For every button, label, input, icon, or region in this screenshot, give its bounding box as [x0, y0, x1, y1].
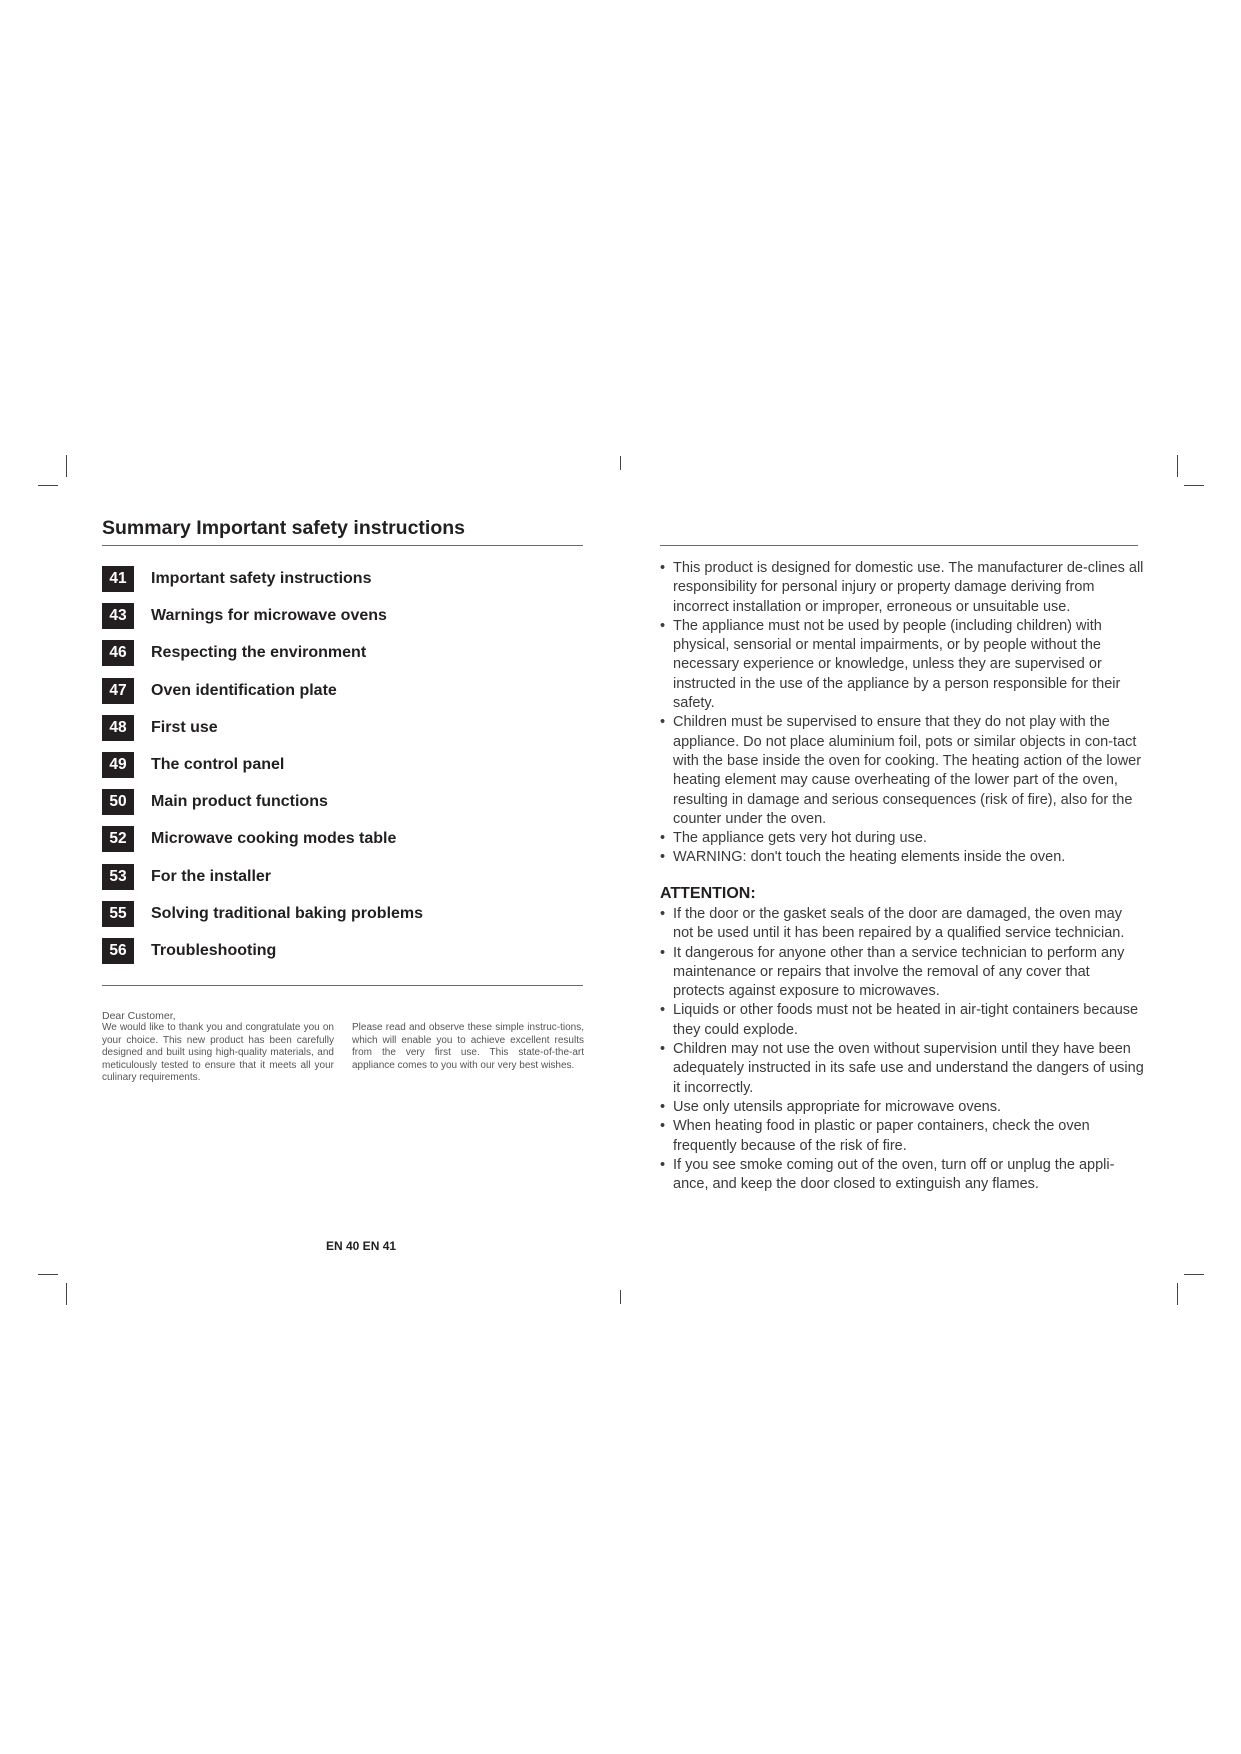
title-divider — [102, 545, 583, 546]
toc-label: Solving traditional baking problems — [151, 904, 424, 922]
bullet-icon: • — [660, 849, 666, 866]
bullet-icon: • — [660, 830, 666, 847]
list-item-text: Liquids or other foods must not be heated in air-tight containers because they could explode. — [673, 1002, 1139, 1038]
toc-item[interactable] — [102, 826, 423, 863]
top-divider — [660, 545, 1138, 546]
toc-label: The control panel — [151, 755, 285, 773]
crop-mark — [66, 455, 67, 477]
attention-list — [660, 905, 1145, 1194]
list-item — [660, 1117, 1145, 1156]
page-numbers: EN 40 EN 41 — [326, 1239, 397, 1253]
bullet-icon: • — [660, 906, 666, 922]
list-item — [660, 559, 1145, 617]
crop-mark — [1177, 455, 1178, 477]
list-item-text: It dangerous for anyone other than a service technician to perform any maintenance or repairs that involve the removal of any cover that protects against exposure to microwaves. — [673, 944, 1125, 1000]
toc-page-badge: 47 — [102, 678, 134, 704]
list-item — [660, 1156, 1145, 1195]
toc-label: Microwave cooking modes table — [151, 830, 397, 848]
attention-heading: ATTENTION: — [660, 885, 756, 902]
list-item — [660, 1001, 1145, 1040]
toc-label: Warnings for microwave ovens — [151, 607, 387, 625]
center-crop-mark — [620, 1290, 621, 1304]
toc-item[interactable] — [102, 603, 423, 640]
crop-mark — [1184, 1274, 1204, 1275]
list-item-text: Children must be supervised to ensure that they do not play with the appliance. Do not place aluminium foil, pots or similar objects in con-tact with the base inside the oven for cooking. The heating action of the lower heating element may cause overheating of the lower part of the oven, resulting in damage and serious consequences (risk of fire), also for the counter under the oven. — [673, 714, 1142, 827]
intro-paragraph: We would like to thank you and congratulate you on your choice. This new product has been carefully designed and built using high-quality materials, and meticulously tested to ensure that it meets all your culinary requirements. — [102, 1022, 334, 1084]
toc-item[interactable] — [102, 938, 423, 975]
toc-item[interactable] — [102, 715, 423, 752]
page-title: Summary Important safety instructions — [102, 517, 465, 539]
toc-label: First use — [151, 718, 218, 736]
toc-label: For the installer — [151, 867, 272, 885]
toc-page-badge: 50 — [102, 789, 134, 815]
crop-mark — [38, 485, 58, 486]
bullet-icon: • — [660, 1118, 666, 1135]
toc-page-badge: 56 — [102, 938, 134, 964]
toc-item[interactable] — [102, 752, 423, 789]
list-item-text: The appliance gets very hot during use. — [673, 830, 927, 847]
list-item-text: Children may not use the oven without supervision until they have been adequately instructed in its safe use and understand the dangers of using it incorrectly. — [673, 1041, 1144, 1096]
bullet-icon: • — [660, 1156, 666, 1173]
toc-page-badge: 43 — [102, 603, 134, 629]
bullet-icon: • — [660, 560, 666, 576]
section-divider — [102, 985, 583, 986]
toc-page-badge: 53 — [102, 864, 134, 890]
list-item — [660, 617, 1145, 713]
crop-mark — [1184, 485, 1204, 486]
toc-item[interactable] — [102, 678, 423, 715]
list-item — [660, 848, 1145, 867]
toc-label: Respecting the environment — [151, 644, 367, 662]
table-of-contents — [102, 566, 423, 975]
toc-item[interactable] — [102, 566, 423, 603]
toc-item[interactable] — [102, 901, 423, 938]
toc-item[interactable] — [102, 789, 423, 826]
list-item — [660, 905, 1145, 944]
intro-paragraph: Please read and observe these simple instruc-tions, which will enable you to achieve excellent results from the very first use. This state-of-the-art appliance comes to you with our very best wishes. — [352, 1022, 584, 1071]
toc-page-badge: 46 — [102, 640, 134, 666]
list-item — [660, 1040, 1145, 1098]
toc-page-badge: 49 — [102, 752, 134, 778]
list-item — [660, 944, 1145, 1002]
bullet-icon: • — [660, 714, 666, 731]
list-item-text: This product is designed for domestic use. The manufacturer de-clines all responsibility for personal injury or property damage deriving from incorrect installation or improper, erroneous or unsuitable use. — [673, 560, 1144, 615]
list-item-text: If the door or the gasket seals of the door are damaged, the oven may not be used until it has been repaired by a qualified service technician. — [673, 906, 1125, 942]
crop-mark — [1177, 1283, 1178, 1305]
list-item — [660, 829, 1145, 848]
toc-page-badge: 48 — [102, 715, 134, 741]
list-item-text: When heating food in plastic or paper containers, check the oven frequently because of the risk of fire. — [673, 1118, 1090, 1154]
toc-item[interactable] — [102, 640, 423, 677]
bullet-icon: • — [660, 1098, 666, 1115]
toc-label: Troubleshooting — [151, 941, 277, 959]
safety-list — [660, 559, 1145, 868]
toc-page-badge: 55 — [102, 901, 134, 927]
bullet-icon: • — [660, 1002, 666, 1019]
list-item-text: WARNING: don't touch the heating elements inside the oven. — [673, 849, 1066, 866]
bullet-icon: • — [660, 617, 666, 634]
toc-item[interactable] — [102, 864, 423, 901]
crop-mark — [66, 1283, 67, 1305]
bullet-icon: • — [660, 1041, 666, 1058]
bullet-icon: • — [660, 944, 666, 961]
toc-label: Main product functions — [151, 793, 328, 811]
crop-mark — [38, 1274, 58, 1275]
center-crop-mark — [620, 456, 621, 470]
list-item-text: Use only utensils appropriate for microwave ovens. — [673, 1098, 1002, 1115]
toc-label: Oven identification plate — [151, 681, 337, 699]
list-item-text: The appliance must not be used by people (including children) with physical, sensorial or mental impairments, or by people without the necessary experience or knowledge, unless they are supervised or instructed in the use of the appliance by a person responsible for their safety. — [673, 617, 1121, 712]
list-item — [660, 1098, 1145, 1117]
toc-page-badge: 41 — [102, 566, 134, 592]
list-item — [660, 713, 1145, 829]
toc-page-badge: 52 — [102, 826, 134, 852]
greeting: Dear Customer, — [102, 1010, 176, 1022]
list-item-text: If you see smoke coming out of the oven, turn off or unplug the appli-ance, and keep the door closed to extinguish any flames. — [673, 1156, 1115, 1193]
toc-label: Important safety instructions — [151, 570, 372, 587]
